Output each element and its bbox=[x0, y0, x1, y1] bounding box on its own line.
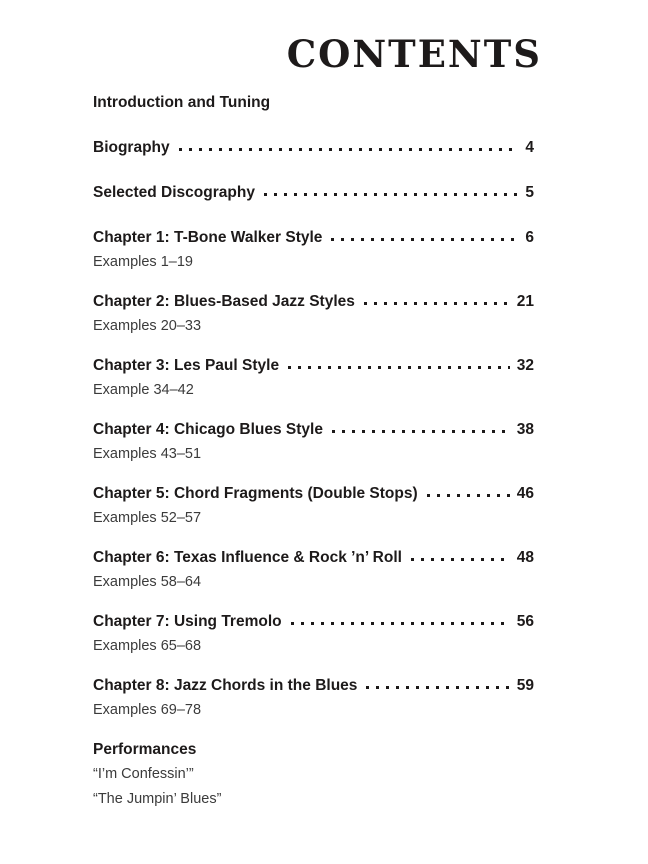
toc-entry-sub: Examples 20–33 bbox=[93, 318, 202, 334]
toc-entry bbox=[93, 356, 534, 400]
toc-entry-label: Chapter 7: Using Tremolo bbox=[93, 613, 282, 630]
dot-leader bbox=[264, 184, 518, 197]
toc-entry bbox=[93, 183, 534, 202]
dot-leader bbox=[366, 677, 509, 690]
toc-entry-page: 6 bbox=[525, 229, 534, 246]
toc-entry bbox=[93, 292, 534, 336]
toc-entry-label: Chapter 8: Jazz Chords in the Blues bbox=[93, 677, 358, 694]
toc-entry-sub: Examples 69–78 bbox=[93, 702, 202, 718]
toc-entry-label: Selected Discography bbox=[93, 184, 255, 201]
toc-entry-sub: Examples 65–68 bbox=[93, 638, 202, 654]
table-of-contents bbox=[93, 93, 534, 809]
toc-entry bbox=[93, 676, 534, 720]
toc-entry-sub: Examples 58–64 bbox=[93, 574, 202, 590]
performances-section bbox=[93, 740, 534, 809]
page-title: CONTENTS bbox=[286, 32, 542, 76]
dot-leader bbox=[179, 139, 519, 152]
dot-leader bbox=[364, 293, 510, 306]
toc-entry-page: 46 bbox=[516, 485, 534, 502]
toc-entry-sub: Example 34–42 bbox=[93, 382, 194, 398]
dot-leader bbox=[332, 421, 510, 434]
performance-item: “I’m Confessin’” bbox=[93, 766, 194, 782]
toc-entry-page: 38 bbox=[516, 421, 534, 438]
toc-entry-page: 21 bbox=[516, 293, 534, 310]
toc-entry-label: Chapter 2: Blues-Based Jazz Styles bbox=[93, 293, 355, 310]
toc-entry-page: 32 bbox=[516, 357, 534, 374]
dot-leader bbox=[331, 229, 518, 242]
toc-entry-sub: Examples 1–19 bbox=[93, 254, 193, 270]
toc-entry bbox=[93, 484, 534, 528]
performance-item: “The Jumpin’ Blues” bbox=[93, 791, 222, 807]
toc-entry-label: Chapter 4: Chicago Blues Style bbox=[93, 421, 323, 438]
toc-entry bbox=[93, 420, 534, 464]
toc-entry-page: 48 bbox=[516, 549, 534, 566]
dot-leader bbox=[411, 549, 510, 562]
toc-entry-label: Chapter 1: T-Bone Walker Style bbox=[93, 229, 323, 246]
toc-entry-page: 4 bbox=[525, 139, 534, 156]
toc-entry-sub: Examples 52–57 bbox=[93, 510, 202, 526]
toc-entry-page: 5 bbox=[525, 184, 534, 201]
dot-leader bbox=[427, 485, 510, 498]
toc-entry-label: Chapter 5: Chord Fragments (Double Stops) bbox=[93, 485, 418, 502]
toc-entry-page: 59 bbox=[516, 677, 534, 694]
contents-body bbox=[93, 32, 542, 809]
toc-entry-label: Introduction and Tuning bbox=[93, 94, 271, 111]
toc-entry bbox=[93, 93, 534, 112]
toc-entry-label: Chapter 3: Les Paul Style bbox=[93, 357, 280, 374]
toc-entry bbox=[93, 138, 534, 157]
toc-entry-sub: Examples 43–51 bbox=[93, 446, 202, 462]
toc-entry bbox=[93, 612, 534, 656]
toc-entry bbox=[93, 548, 534, 592]
dot-leader bbox=[291, 613, 510, 626]
toc-entry-label: Biography bbox=[93, 139, 170, 156]
performances-heading: Performances bbox=[93, 741, 197, 758]
toc-entry bbox=[93, 228, 534, 272]
dot-leader bbox=[288, 357, 510, 370]
toc-entry-label: Chapter 6: Texas Influence & Rock ’n’ Roll bbox=[93, 549, 402, 566]
toc-entry-page: 56 bbox=[516, 613, 534, 630]
